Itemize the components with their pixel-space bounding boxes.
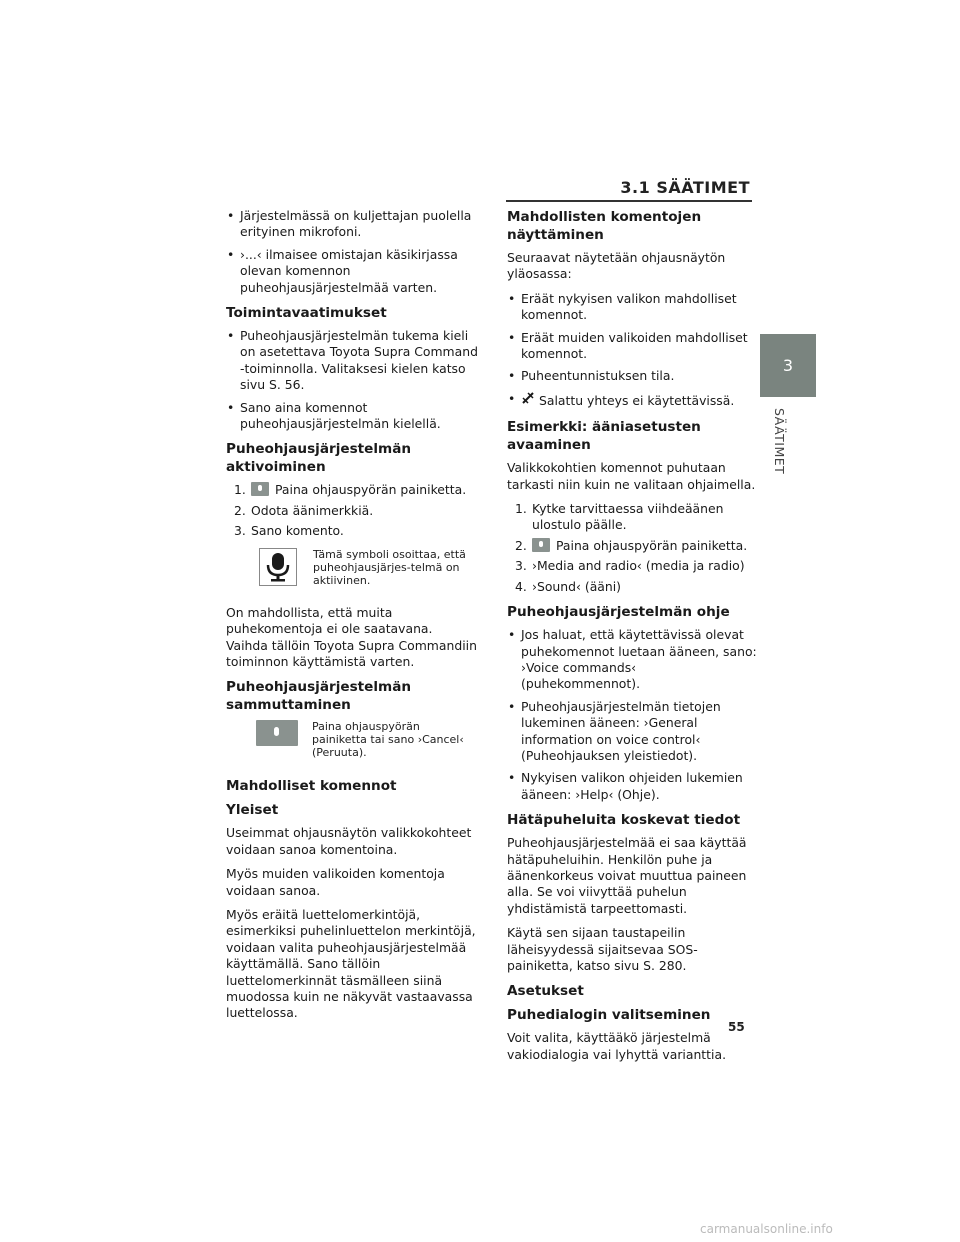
conditions-list	[226, 328, 478, 432]
paragraph: Useimmat ohjausnäytön valikkokohteet voidaan sanoa komentoina.	[226, 825, 472, 857]
list-item: • Jos haluat, että käytettävissä olevat puhekomennot luetaan ääneen, sano: ›Voice commands‹ (puhekommennot).	[507, 627, 757, 693]
paragraph: Käytä sen sijaan taustapeilin läheisyydessä sijaitsevaa SOS-painiketta, katso sivu S. 280.	[507, 925, 698, 973]
encryption-unavailable-icon	[521, 391, 535, 410]
list-item: • ›...‹ ilmaisee omistajan käsikirjassa olevan komennon puheohjausjärjestelmää varten.	[226, 247, 478, 296]
list-item: • Sano aina komennot puheohjausjärjestelmän kielellä.	[226, 400, 478, 433]
paragraph: On mahdollista, että muita puhekomentoja ei ole saatavana. Vaihda tällöin Toyota Supra Commandiin toiminnon käyttämistä varten.	[226, 604, 477, 669]
voice-button-icon	[251, 482, 269, 496]
list-item: • Eräät nykyisen valikon mahdolliset komennot.	[507, 291, 757, 324]
display-list	[507, 291, 757, 410]
heading-conditions: Toimintavaatimukset	[226, 305, 387, 322]
paragraph: Myös muiden valikoiden komentoja voidaan sanoa.	[226, 866, 445, 898]
voice-button-icon	[532, 538, 550, 552]
paragraph: Puheohjausjärjestelmää ei saa käyttää hätäpuheluihin. Henkilön puhe ja äänenkorkeus voivat muuttua paineen alla. Se voi viivyttää puhelun yhdistämistä tarpeettomasti.	[507, 835, 747, 916]
heading-general: Yleiset	[226, 802, 279, 819]
heading-help: Puheohjausjärjestelmän ohje	[507, 604, 730, 621]
list-item: 3. ›Media and radio‹ (media ja radio)	[515, 558, 745, 574]
intro-list	[226, 208, 478, 296]
header-rule	[506, 200, 752, 202]
list-item: 2. Odota äänimerkkiä.	[234, 502, 374, 518]
section-header: 3.1 SÄÄTIMET	[620, 178, 750, 197]
right-column	[507, 208, 757, 1071]
voice-active-icon	[259, 548, 297, 586]
chapter-tab: 3	[760, 334, 816, 397]
heading-deactivate: Puheohjausjärjestelmän sammuttaminen	[226, 679, 412, 714]
list-item: • Järjestelmässä on kuljettajan puolella erityinen mikrofoni.	[226, 208, 478, 241]
heading-display: Mahdollisten komentojen näyttäminen	[507, 209, 702, 243]
page-number: 55	[728, 1020, 745, 1034]
heading-activate: Puheohjausjärjestelmän aktivoiminen	[226, 441, 412, 476]
figure-voice-active	[226, 548, 478, 587]
figure-cancel	[226, 720, 478, 759]
left-column	[226, 208, 478, 1030]
list-item: 1. Kytke tarvittaessa viihdeäänen ulostulo päälle.	[515, 501, 724, 533]
paragraph: Valikkokohtien komennot puhutaan tarkasti niin kuin ne valitaan ohjaimella.	[507, 460, 756, 492]
list-item: 1. Paina ohjauspyörän painiketta.	[234, 482, 467, 498]
list-item: 3. Sano komento.	[234, 523, 344, 539]
paragraph: Voit valita, käyttääkö järjestelmä vakiodialogia vai lyhyttä varianttia.	[507, 1030, 727, 1062]
figure-caption: Paina ohjauspyörän painiketta tai sano ›Cancel‹ (Peruuta).	[312, 720, 464, 760]
voice-button-icon	[256, 720, 298, 746]
list-item: • Nykyisen valikon ohjeiden lukemien ääneen: ›Help‹ (Ohje).	[507, 770, 757, 803]
list-item: • Salattu yhteys ei käytettävissä.	[507, 391, 757, 410]
watermark: carmanualsonline.info	[700, 1222, 833, 1236]
paragraph: Seuraavat näytetään ohjausnäytön yläosassa:	[507, 250, 726, 282]
list-item: • Puheentunnistuksen tila.	[507, 368, 757, 384]
heading-commands: Mahdolliset komennot	[226, 778, 397, 795]
list-item: • Puheohjausjärjestelmän tukema kieli on asetettava Toyota Supra Command -toiminnolla. Valitaksesi kielen katso sivu S. 56.	[226, 328, 478, 394]
example-steps	[507, 501, 757, 595]
paragraph: Myös eräitä luettelomerkintöjä, esimerkiksi puhelinluettelon merkintöjä, voidaan valita puheohjausjärjestelmää käyttämällä. Sano tällöin luettelomerkinnät täsmälleen siinä muodossa kuin ne näkyvät vastaavassa luettelossa.	[226, 906, 476, 1021]
list-item: • Eräät muiden valikoiden mahdolliset komennot.	[507, 330, 757, 363]
heading-emergency: Hätäpuheluita koskevat tiedot	[507, 812, 741, 829]
chapter-label: SÄÄTIMET	[772, 408, 787, 475]
heading-example: Esimerkki: ääniasetusten avaaminen	[507, 419, 701, 454]
activate-steps	[226, 482, 478, 539]
figure-caption: Tämä symboli osoittaa, että puheohjausjärjes-telmä on aktiivinen.	[313, 547, 466, 587]
heading-dialog: Puhedialogin valitseminen	[507, 1007, 711, 1024]
heading-settings: Asetukset	[507, 983, 584, 1000]
list-item: • Puheohjausjärjestelmän tietojen lukeminen ääneen: ›General information on voice control‹ (Puheohjauksen yleistiedot).	[507, 699, 757, 765]
list-item: 4. ›Sound‹ (ääni)	[515, 578, 622, 594]
help-list	[507, 627, 757, 803]
list-item: 2. Paina ohjauspyörän painiketta.	[515, 537, 748, 553]
